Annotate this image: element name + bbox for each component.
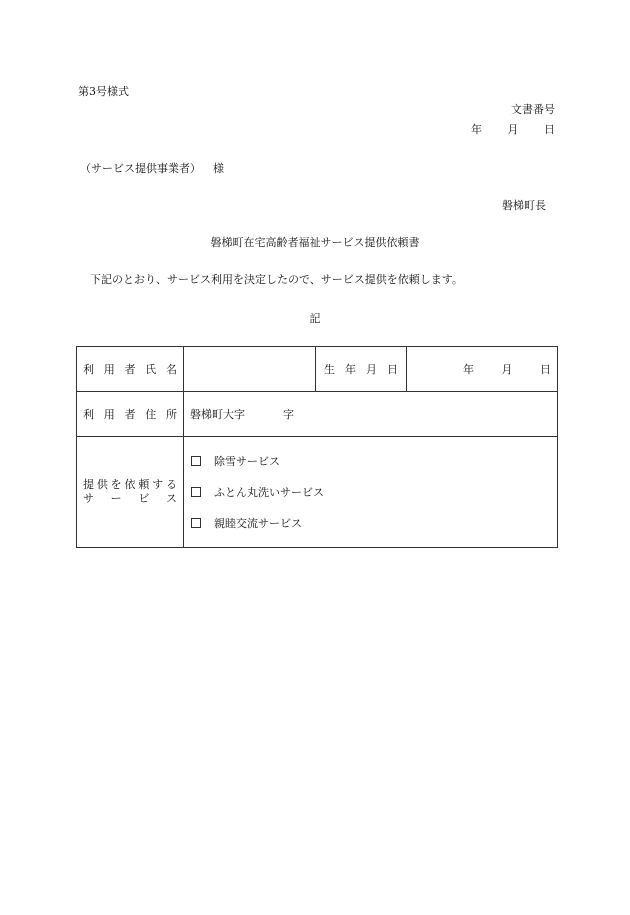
address-aza: 字 (283, 408, 294, 421)
issue-date (449, 123, 555, 137)
date-day-label: 日 (544, 123, 555, 136)
service-row (77, 437, 558, 548)
service-options (184, 437, 558, 548)
service-option-snow-removal[interactable] (191, 446, 557, 477)
checkbox-icon[interactable] (191, 518, 201, 528)
addressee-name: （サービス提供事業者） (80, 162, 201, 175)
birth-date-label: 生年月日 (316, 347, 407, 392)
birth-month-label: 月 (501, 363, 513, 376)
birth-year-label: 年 (463, 363, 474, 376)
request-form-table (76, 346, 558, 548)
user-name-label: 利用者氏名 (77, 347, 184, 392)
document-title: 磐梯町在宅高齢者福祉サービス提供依頼書 (210, 236, 420, 249)
ki-heading: 記 (309, 312, 321, 325)
checkbox-icon[interactable] (191, 456, 201, 466)
service-option-social-exchange[interactable] (191, 508, 557, 539)
issuer: 磐梯町長 (502, 199, 546, 212)
addressee (80, 162, 224, 176)
form-number: 第3号様式 (78, 85, 129, 98)
address-oaza: 磐梯町大字 (190, 408, 245, 421)
addressee-honorific: 様 (213, 162, 224, 175)
date-year-label: 年 (471, 123, 482, 136)
user-address-field[interactable] (184, 392, 558, 437)
service-label-line1: 提供を依頼する (83, 478, 177, 491)
service-option-label: 除雪サービス (214, 454, 280, 468)
service-option-label: 親睦交流サービス (214, 516, 302, 530)
birth-day-label: 日 (540, 363, 551, 376)
service-option-label: ふとん丸洗いサービス (214, 485, 324, 499)
checkbox-icon[interactable] (191, 487, 201, 497)
birth-date-field[interactable] (407, 347, 558, 392)
user-address-label: 利用者住所 (77, 392, 184, 437)
service-label-line2: サービス (83, 492, 177, 505)
user-name-field[interactable] (184, 347, 316, 392)
body-text: 下記のとおり、サービス利用を決定したので、サービス提供を依頼します。 (90, 273, 463, 286)
user-name-row (77, 347, 558, 392)
service-option-futon-washing[interactable] (191, 477, 557, 508)
date-month-label: 月 (507, 123, 519, 136)
service-label (77, 437, 184, 548)
document-number-label: 文書番号 (511, 103, 555, 116)
user-address-row (77, 392, 558, 437)
